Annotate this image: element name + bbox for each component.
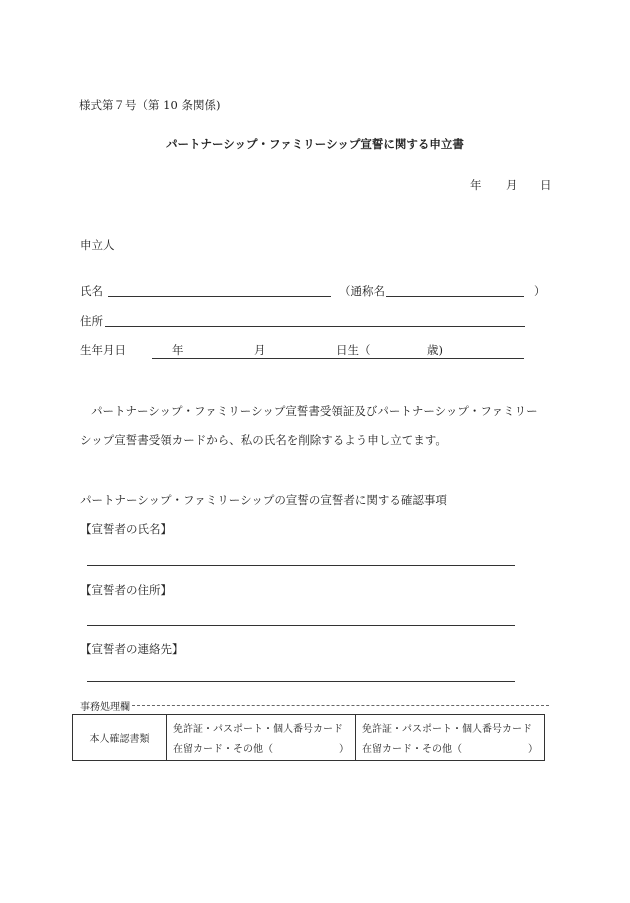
birth-age: 歳)	[427, 343, 443, 357]
address-label: 住所	[80, 314, 103, 328]
document-title: パートナーシップ・ファミリーシップ宣誓に関する申立書	[166, 137, 464, 151]
confirm-item-contact: 【宣誓者の連絡先】	[80, 642, 184, 656]
form-number: 様式第７号（第 10 条関係)	[79, 98, 221, 112]
birthdate-field-line[interactable]	[152, 358, 524, 359]
id-options-1-line-2: 在留カード・その他（	[173, 744, 273, 755]
statement-line-1: パートナーシップ・ファミリーシップ宣誓書受領証及びパートナーシップ・ファミリー	[91, 404, 538, 418]
office-use-table	[72, 714, 545, 761]
confirm-heading: パートナーシップ・ファミリーシップの宣誓の宣誓者に関する確認事項	[80, 493, 447, 507]
name-label: 氏名	[80, 284, 103, 298]
birthdate-label: 生年月日	[80, 343, 126, 357]
id-document-label: 本人確認書類	[73, 715, 167, 761]
birth-month: 月	[254, 343, 266, 357]
date-year: 年	[470, 178, 482, 192]
address-field-line[interactable]	[105, 326, 525, 327]
office-use-divider	[132, 705, 549, 706]
id-options-1-line-1: 免許証・パスポート・個人番号カード	[173, 724, 343, 735]
birth-day-born: 日生（	[336, 343, 371, 357]
id-options-2-line-2: 在留カード・その他（	[362, 744, 462, 755]
name-field-line[interactable]	[108, 296, 331, 297]
confirm-name-line[interactable]	[87, 565, 515, 566]
id-document-options-2[interactable]	[356, 715, 545, 761]
date-day: 日	[540, 178, 552, 192]
confirm-item-name: 【宣誓者の氏名】	[80, 522, 172, 536]
confirm-item-address: 【宣誓者の住所】	[80, 583, 172, 597]
alias-field-line[interactable]	[386, 296, 524, 297]
confirm-address-line[interactable]	[87, 625, 515, 626]
office-use-label: 事務処理欄	[80, 702, 130, 713]
id-options-2-close: ）	[528, 744, 538, 755]
confirm-contact-line[interactable]	[87, 681, 515, 682]
date-month: 月	[506, 178, 518, 192]
alias-label: （通称名	[339, 284, 385, 298]
id-options-1-close: ）	[339, 744, 349, 755]
id-document-options-1[interactable]	[167, 715, 356, 761]
applicant-heading: 申立人	[80, 238, 115, 252]
id-options-2-line-1: 免許証・パスポート・個人番号カード	[362, 724, 532, 735]
statement-line-2: シップ宣誓書受領カードから、私の氏名を削除するよう申し立てます。	[80, 433, 447, 447]
alias-close: ）	[534, 284, 546, 298]
birth-year: 年	[172, 343, 184, 357]
